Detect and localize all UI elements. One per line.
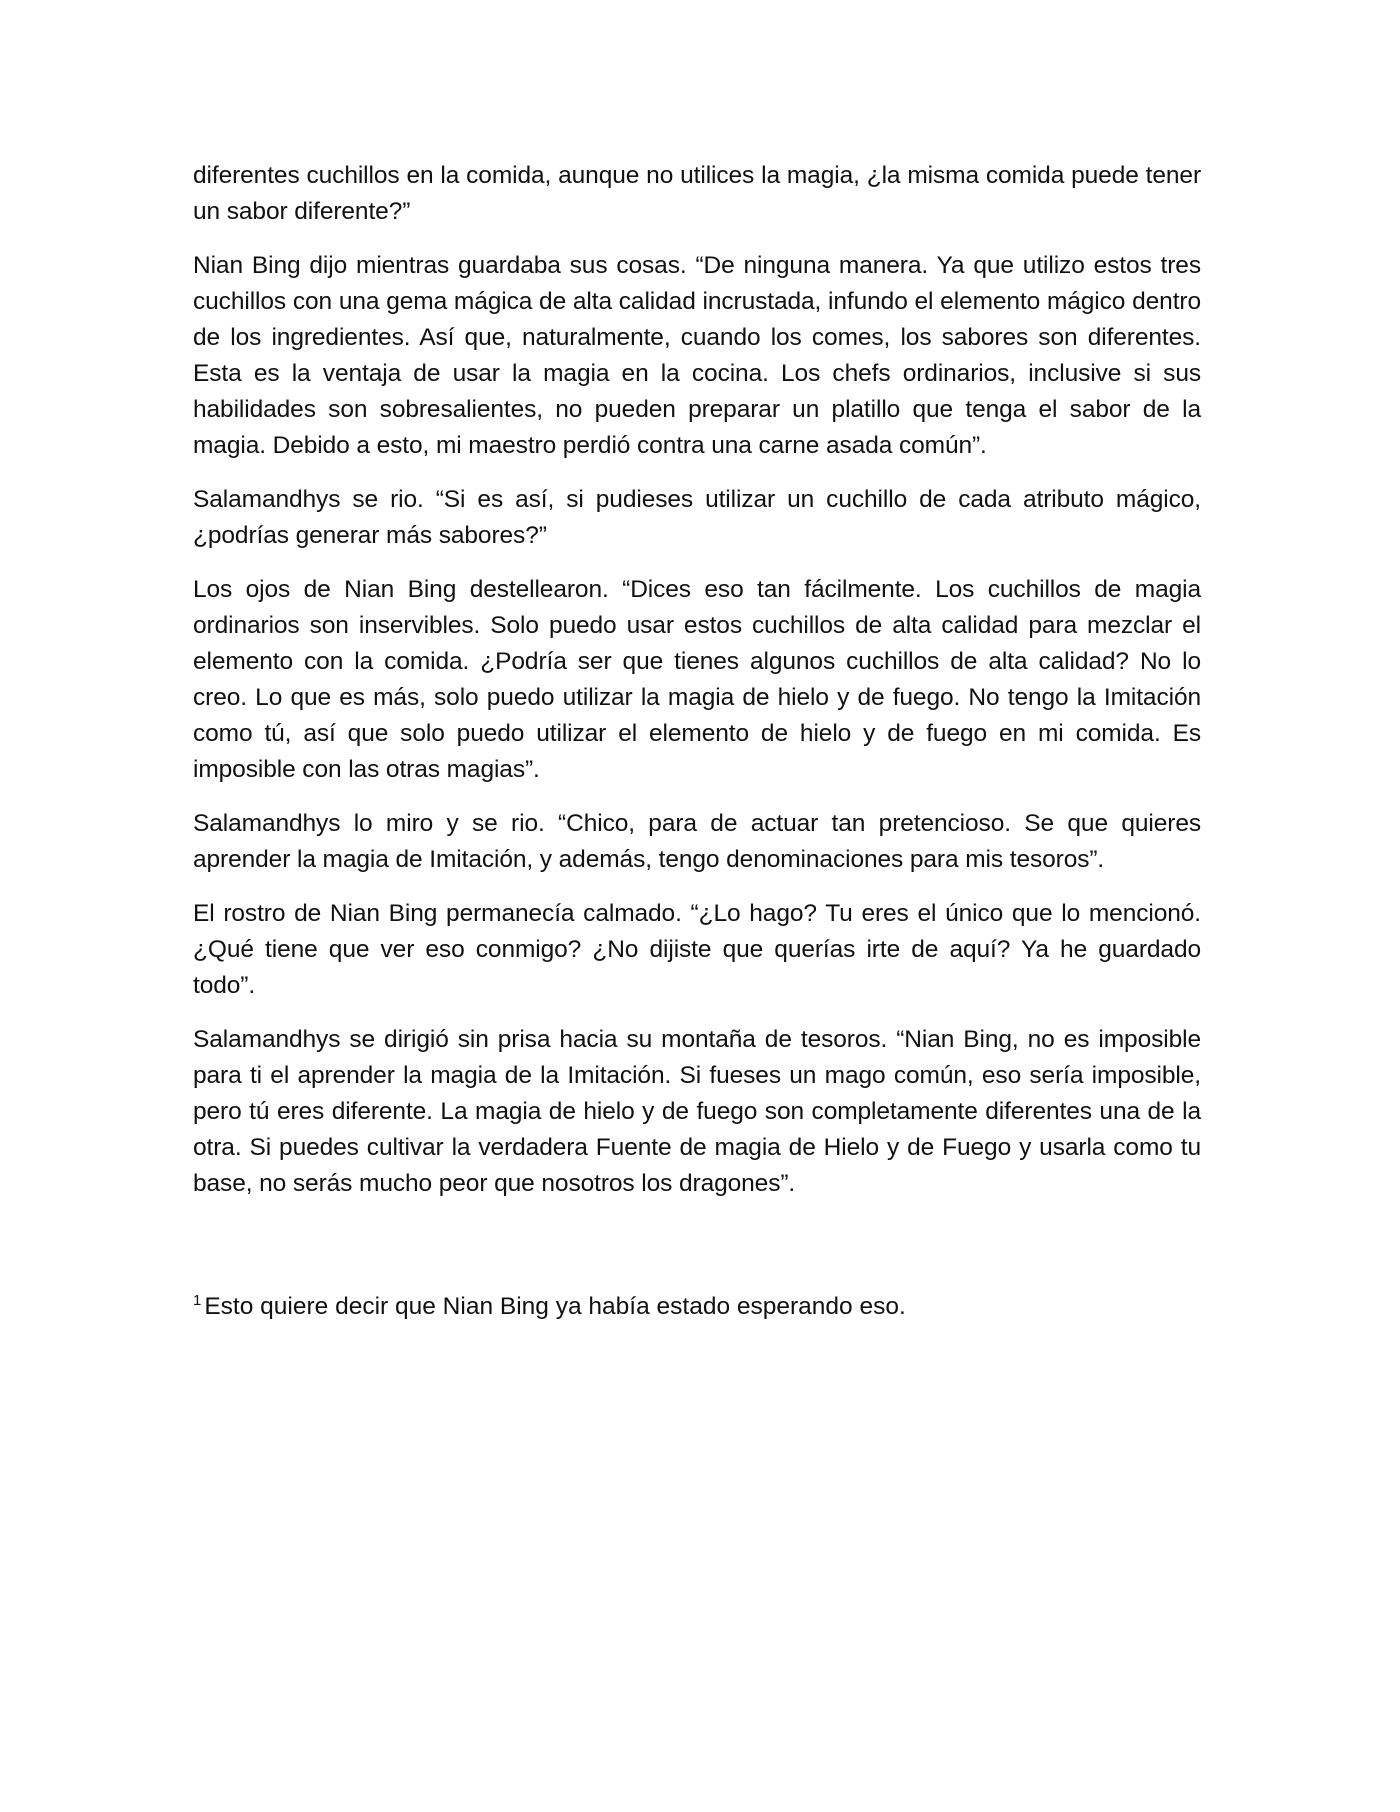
footnote-marker: 1 <box>193 1292 202 1309</box>
paragraph-7: Salamandhys se dirigió sin prisa hacia su montaña de tesoros. “Nian Bing, no es imposible para ti el aprender la magia de la Imitación. Si fueses un mago común, eso sería imposible, pero tú eres diferente. La magia de hielo y de fuego son completamente diferentes una de la otra. Si puedes cultivar la verdadera Fuente de magia de Hielo y de Fuego y usarla como tu base, no serás mucho peor que nosotros los dragones”. <box>193 1026 1201 1197</box>
paragraph-3: Salamandhys se rio. “Si es así, si pudieses utilizar un cuchillo de cada atributo mágico, ¿podrías generar más sabores?” <box>193 486 1201 549</box>
paragraph-6: El rostro de Nian Bing permanecía calmado. “¿Lo hago? Tu eres el único que lo mencionó. ¿Qué tiene que ver eso conmigo? ¿No dijiste que querías irte de aquí? Ya he guardado todo”. <box>193 900 1201 999</box>
footnote <box>193 1284 1201 1324</box>
paragraph-1: diferentes cuchillos en la comida, aunque no utilices la magia, ¿la misma comida puede tener un sabor diferente?” <box>193 162 1201 225</box>
paragraph-4: Los ojos de Nian Bing destellearon. “Dices eso tan fácilmente. Los cuchillos de magia ordinarios son inservibles. Solo puedo usar estos cuchillos de alta calidad para mezclar el elemento con la comida. ¿Podría ser que tienes algunos cuchillos de alta calidad? No lo creo. Lo que es más, solo puedo utilizar la magia de hielo y de fuego. No tengo la Imitación como tú, así que solo puedo utilizar el elemento de hielo y de fuego en mi comida. Es imposible con las otras magias”. <box>193 576 1201 783</box>
paragraph-2: Nian Bing dijo mientras guardaba sus cosas. “De ninguna manera. Ya que utilizo estos tres cuchillos con una gema mágica de alta calidad incrustada, infundo el elemento mágico dentro de los ingredientes. Así que, naturalmente, cuando los comes, los sabores son diferentes. Esta es la ventaja de usar la magia en la cocina. Los chefs ordinarios, inclusive si sus habilidades son sobresalientes, no pueden preparar un platillo que tenga el sabor de la magia. Debido a esto, mi maestro perdió contra una carne asada común”. <box>193 252 1201 459</box>
footnote-text: Esto quiere decir que Nian Bing ya había estado esperando eso. <box>204 1293 906 1320</box>
paragraph-5: Salamandhys lo miro y se rio. “Chico, para de actuar tan pretencioso. Se que quieres aprender la magia de Imitación, y además, tengo denominaciones para mis tesoros”. <box>193 810 1201 873</box>
document-body <box>193 158 1201 1220</box>
